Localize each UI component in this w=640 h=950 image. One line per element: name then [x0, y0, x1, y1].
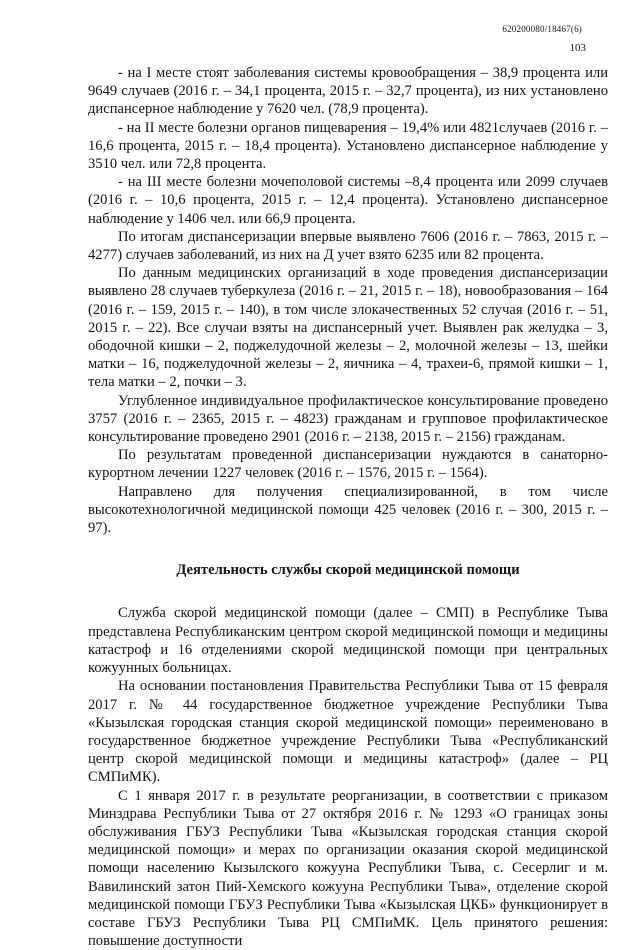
- paragraph: На основании постановления Правительства Республики Тыва от 15 февраля 2017 г. № 44 государственное бюджетное учреждение Республики Тыва «Кызылская городская станция скорой медицинской помощи» переименовано в государственное бюджетное учреждение Республики Тыва «Республиканский центр скорой медицинской помощи и медицины катастроф» (далее – РЦ СМПиМК).: [88, 678, 608, 786]
- document-id: 620200080/18467(6): [502, 24, 582, 34]
- paragraph: - на III месте болезни мочеполовой системы –8,4 процента или 2099 случаев (2016 г. – 10,6 процента, 2015 г. – 12,4 процента). Установлено диспансерное наблюдение у 1406 чел. или 66,9 процента.: [88, 174, 608, 227]
- section-title: Деятельность службы скорой медицинской помощи: [176, 562, 520, 579]
- paragraph: По данным медицинских организаций в ходе проведения диспансеризации выявлено 28 случаев туберкулеза (2016 г. – 21, 2015 г. – 18), новообразования – 164 (2016 г. – 159, 2015 г. – 140), в том числе злокачественных 52 случая (2016 г. – 51, 2015 г. – 22). Все случаи взяты на диспансерный учет. Выявлен рак желудка – 3, ободочной кишки – 2, поджелудочной железы – 2, молочной железы – 13, шейки матки – 16, поджелудочной железы – 2, яичника – 4, трахеи-6, прямой кишки – 1, тела матки – 2, почки – 3.: [88, 265, 608, 391]
- paragraph: - на I месте стоят заболевания системы кровообращения – 38,9 процента или 9649 случаев (2016 г. – 34,1 процента, 2015 г. – 32,7 процента), из них установлено диспансерное наблюдение у 7620 чел. (78,9 процента).: [88, 65, 608, 118]
- paragraph: - на II месте болезни органов пищеварения – 19,4% или 4821случаев (2016 г. – 16,6 процента, 2015 г. – 18,4 процента). Установлено диспансерное наблюдение у 3510 чел. или 72,8 процента.: [88, 119, 608, 173]
- page-content: [88, 64, 608, 950]
- paragraph: По итогам диспансеризации впервые выявлено 7606 (2016 г. – 7863, 2015 г. – 4277) случаев заболеваний, из них на Д учет взято 6235 или 82 процента.: [88, 228, 608, 264]
- paragraph: Углубленное индивидуальное профилактическое консультирование проведено 3757 (2016 г. – 2365, 2015 г. – 4823) гражданам и групповое профилактическое консультирование проведено 2901 (2016 г. – 2138, 2015 г. – 2156) гражданам.: [88, 392, 608, 446]
- paragraph: Направлено для получения специализированной, в том числе высокотехнологичной медицинской помощи 425 человек (2016 г. – 300, 2015 г. – 97).: [88, 483, 608, 537]
- paragraph: С 1 января 2017 г. в результате реорганизации, в соответствии с приказом Минздрава Республики Тыва от 27 октября 2016 г. № 1293 «О границах зоны обслуживания ГБУЗ Республики Тыва «Кызылская городская станция скорой медицинской помощи» и мерах по организации оказания скорой медицинской помощи населению Кызылского кожууна Республики Тыва, с. Сесерлиг и м. Вавилинский затон Пий-Хемского кожууна Республики Тыва», отделение скорой медицинской помощи ГБУЗ Республики Тыва «Кызылская ЦКБ» функционирует в составе ГБУЗ Республики Тыва РЦ СМПиМК. Цель принятого решения: повышение доступности: [88, 787, 608, 950]
- paragraph: По результатам проведенной диспансеризации нуждаются в санаторно-курортном лечении 1227 человек (2016 г. – 1576, 2015 г. – 1564).: [88, 447, 608, 482]
- page-number: 103: [569, 42, 586, 54]
- paragraph: Служба скорой медицинской помощи (далее – СМП) в Республике Тыва представлена Республиканским центром скорой медицинской помощи и медицины катастроф и 16 отделениями скорой медицинской помощи при центральных кожуунных больницах.: [88, 605, 608, 677]
